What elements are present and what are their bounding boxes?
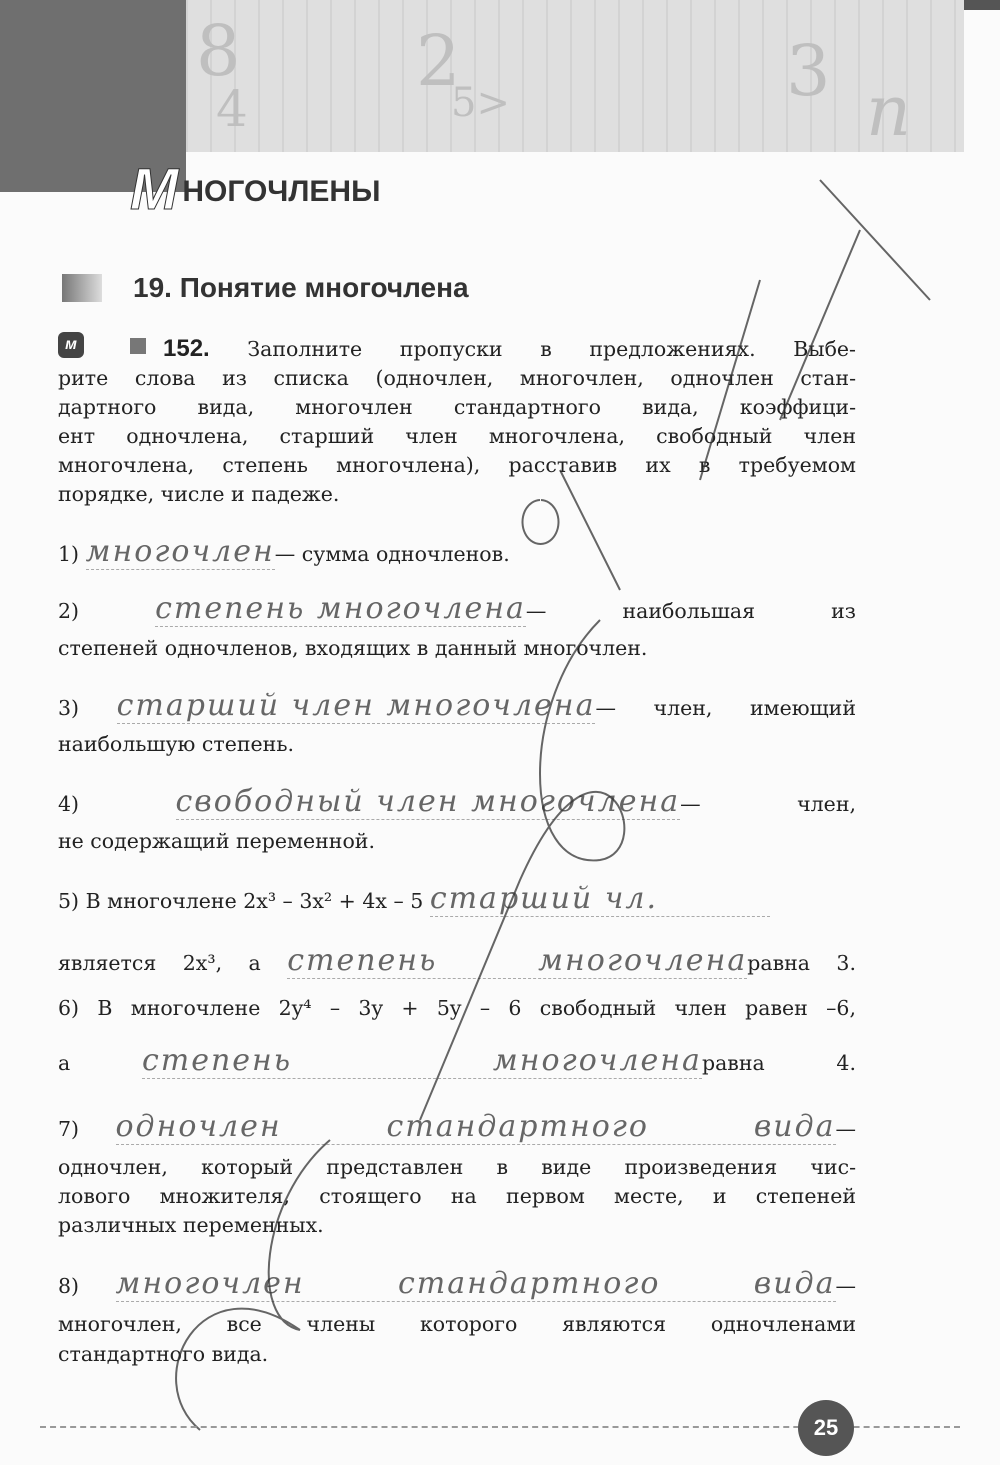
item-8-cont: многочлен, все члены которого являются одночленами — [58, 1312, 856, 1336]
pattern-glyph: 4 — [216, 80, 248, 138]
text: равна 3. — [747, 951, 856, 975]
page-number: 25 — [798, 1400, 854, 1456]
item-8-cont: стандартного вида. — [58, 1342, 269, 1366]
item-number: 8) — [58, 1274, 80, 1298]
m-badge-icon: м — [58, 332, 84, 358]
exercise-number: 152. — [163, 335, 210, 362]
item-7 — [58, 1110, 856, 1145]
exercise-line: дартного вида, многочлен стандартного вида, коэффици- — [58, 395, 856, 419]
item-number: 1) — [58, 542, 80, 566]
exercise-line: ент одночлена, старший член многочлена, свободный член — [58, 424, 856, 448]
item-4-cont: не содержащий переменной. — [58, 829, 375, 853]
pattern-glyph: n — [866, 70, 912, 152]
item-7-cont: лового множителя, стоящего на первом месте, и степеней — [58, 1184, 856, 1208]
item-number: 3) — [58, 696, 80, 720]
section-marker — [62, 274, 102, 302]
item-3-cont: наибольшую степень. — [58, 732, 294, 756]
answer-field[interactable]: степень многочлена — [287, 943, 748, 978]
answer-field[interactable]: степень многочлена — [155, 591, 526, 626]
answer-field[interactable]: свободный член многочлена — [175, 784, 681, 819]
item-number: 4) — [58, 792, 80, 816]
text: — — [835, 1274, 856, 1298]
item-3 — [58, 689, 856, 724]
square-bullet-icon — [130, 338, 146, 354]
exercise-line: многочлена, степень многочлена), расставив их в требуемом — [58, 453, 856, 477]
answer-field[interactable]: степень многочлена — [141, 1043, 702, 1078]
answer-field[interactable]: многочлен — [85, 534, 275, 569]
text: В многочлене 2y⁴ – 3y + 5y – 6 свободный член равен –6, — [97, 996, 856, 1020]
item-number: 2) — [58, 599, 80, 623]
chapter-title — [130, 156, 380, 223]
item-5 — [58, 882, 856, 917]
item-7-cont: различных переменных. — [58, 1213, 324, 1237]
item-4 — [58, 785, 856, 820]
answer-field[interactable]: многочлен стандартного вида — [115, 1266, 836, 1301]
item-number: 7) — [58, 1117, 80, 1141]
text: — сумма одночленов. — [274, 542, 510, 566]
text: равна 4. — [701, 1051, 856, 1075]
text: — член, имеющий — [595, 696, 856, 720]
item-2 — [58, 592, 856, 627]
answer-field[interactable]: старший чл. — [430, 882, 770, 917]
text: — — [835, 1117, 856, 1141]
chapter-rest: НОГОЧЛЕНЫ — [182, 175, 381, 208]
text: Заполните пропуски в предложениях. Выбе- — [247, 337, 856, 361]
header-pattern — [186, 0, 964, 152]
item-6 — [58, 994, 856, 1023]
item-8 — [58, 1267, 856, 1302]
item-number: 6) — [58, 996, 80, 1020]
pattern-glyph: 5> — [451, 80, 510, 126]
text: В многочлене 2x³ – 3x² + 4x – 5 — [85, 889, 424, 913]
item-2-cont: степеней одночленов, входящих в данный многочлен. — [58, 636, 648, 660]
answer-field[interactable]: старший член многочлена — [116, 688, 596, 723]
text: а — [58, 1051, 71, 1075]
text: является 2x³, а — [58, 951, 261, 975]
exercise-line — [163, 334, 856, 364]
item-1 — [58, 535, 856, 570]
section-title: 19. Понятие многочлена — [133, 272, 469, 303]
exercise-line: рите слова из списка (одночлен, многочлен, одночлен стан- — [58, 366, 856, 390]
header-edge — [964, 0, 1000, 10]
item-6-cont — [58, 1044, 856, 1079]
pattern-glyph: 3 — [786, 30, 831, 112]
pattern-glyph: 8 — [196, 10, 241, 92]
item-5-cont — [58, 944, 856, 979]
text: — член, — [680, 792, 856, 816]
exercise-line: порядке, числе и падеже. — [58, 482, 340, 506]
chapter-initial: М — [130, 157, 179, 222]
answer-field[interactable]: одночлен стандартного вида — [115, 1109, 836, 1144]
text: — наибольшая из — [525, 599, 856, 623]
pattern-glyph: 2 — [416, 20, 461, 102]
item-number: 5) — [58, 889, 80, 913]
item-7-cont: одночлен, который представлен в виде произведения чис- — [58, 1155, 856, 1179]
